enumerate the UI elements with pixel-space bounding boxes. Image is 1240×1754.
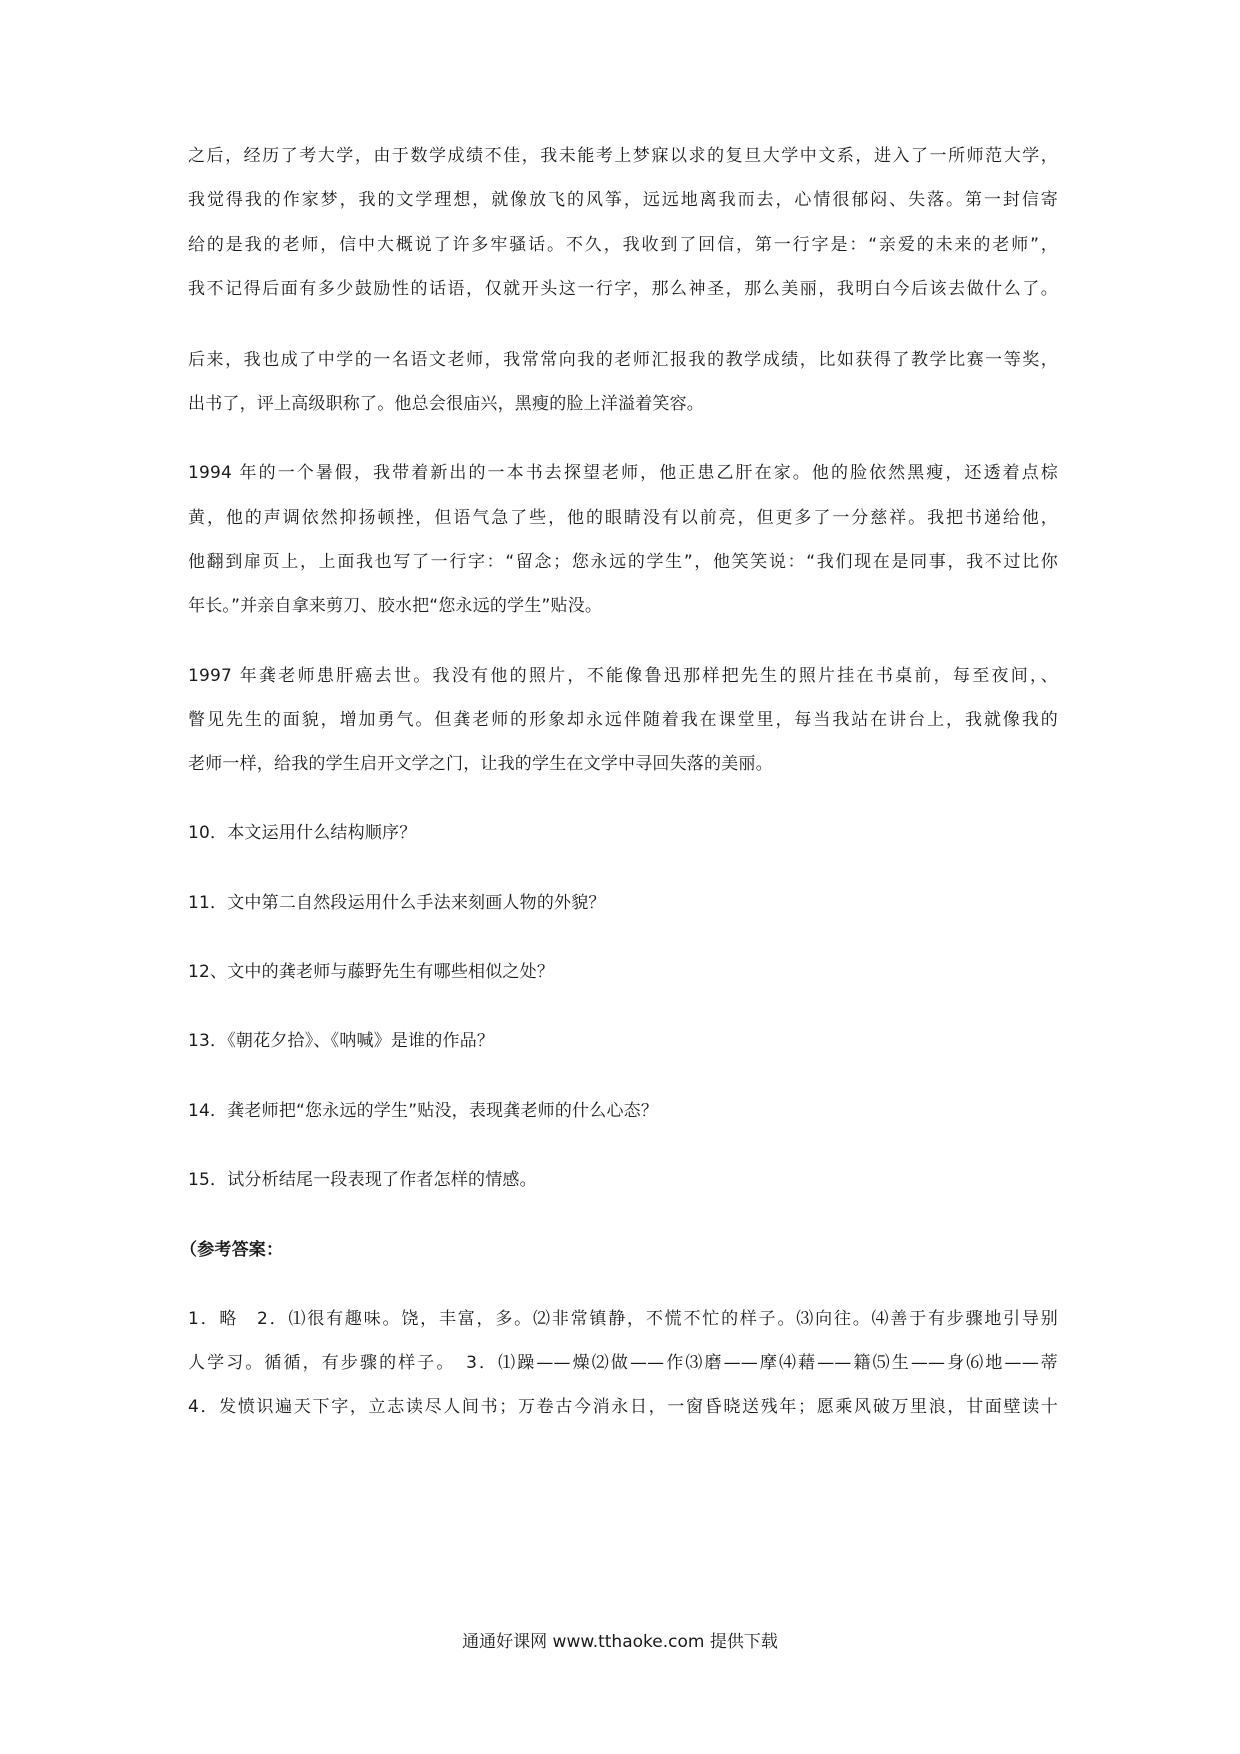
question-item: 13．《朝花夕拾》、《呐喊》是谁的作品？ [188,1031,495,1051]
paragraph-line: 瞥见先生的面貌，增加勇气。但龚老师的形象却永远伴随着我在课堂里，每当我站在讲台上，我就像我的 [188,710,1058,730]
paragraph-line: 1997 年龚老师患肝癌去世。我没有他的照片，不能像鲁迅那样把先生的照片挂在书桌前，每至夜间，、 [188,666,1058,686]
question-item: 12、文中的龚老师与藤野先生有哪些相似之处？ [188,962,555,982]
paragraph-line: 我不记得后面有多少鼓励性的话语，仅就开头这一行字，那么神圣，那么美丽，我明白今后该去做什么了。 [188,279,1058,299]
paragraph-line: 后来，我也成了中学的一名语文老师，我常常向我的老师汇报我的教学成绩，比如获得了教学比赛一等奖， [188,350,1058,370]
paragraph-line: 给的是我的老师，信中大概说了许多牢骚话。不久，我收到了回信，第一行字是：“亲爱的未来的老师”， [188,235,1058,255]
paragraph-line: 1994 年的一个暑假，我带着新出的一本书去探望老师，他正患乙肝在家。他的脸依然黑瘦，还透着点棕 [188,463,1058,483]
paragraph-line: 他翻到扉页上，上面我也写了一行字：“留念；您永远的学生”，他笑笑说：“我们现在是同事，我不过比你 [188,552,1058,572]
paragraph-line: 之后，经历了考大学，由于数学成绩不佳，我未能考上梦寐以求的复旦大学中文系，进入了一所师范大学， [188,146,1058,166]
question-item: 14．龚老师把“您永远的学生”贴没，表现龚老师的什么心态？ [188,1101,659,1121]
paragraph-line: 出书了，评上高级职称了。他总会很庙兴，黑瘦的脸上洋溢着笑容。 [188,394,704,414]
answer-line: 4．发愤识遍天下字，立志读尽人间书；万卷古今消永日，一窗昏晓送残年；愿乘风破万里浪，甘面壁读十 [188,1397,1058,1417]
paragraph-line: 老师一样，给我的学生启开文学之门，让我的学生在文学中寻回失落的美丽。 [188,754,773,774]
question-item: 15．试分析结尾一段表现了作者怎样的情感。 [188,1170,537,1190]
answer-line: 人学习。循循，有步骤的样子。 3．⑴躁——燥⑵做——作⑶磨——摩⑷藉——籍⑸生——身⑹地——蒂 [188,1353,1058,1373]
answer-line: 1．略 2．⑴很有趣味。饶，丰富，多。⑵非常镇静，不慌不忙的样子。⑶向往。⑷善于有步骤地引导别 [188,1309,1058,1329]
answer-heading: （参考答案： [180,1240,284,1260]
question-item: 10．本文运用什么结构顺序？ [188,823,417,843]
paragraph-line: 我觉得我的作家梦，我的文学理想，就像放飞的风筝，远远地离我而去，心情很郁闷、失落。第一封信寄 [188,190,1058,210]
paragraph-line: 年长。”并亲自拿来剪刀、胶水把“您永远的学生”贴没。 [188,596,603,616]
question-item: 11．文中第二自然段运用什么手法来刻画人物的外貌？ [188,893,606,913]
page-footer: 通通好课网 www.tthaoke.com 提供下载 [462,1632,778,1652]
paragraph-line: 黄，他的声调依然抑扬顿挫，但语气急了些，他的眼睛没有以前亮，但更多了一分慈祥。我把书递给他， [188,508,1058,528]
